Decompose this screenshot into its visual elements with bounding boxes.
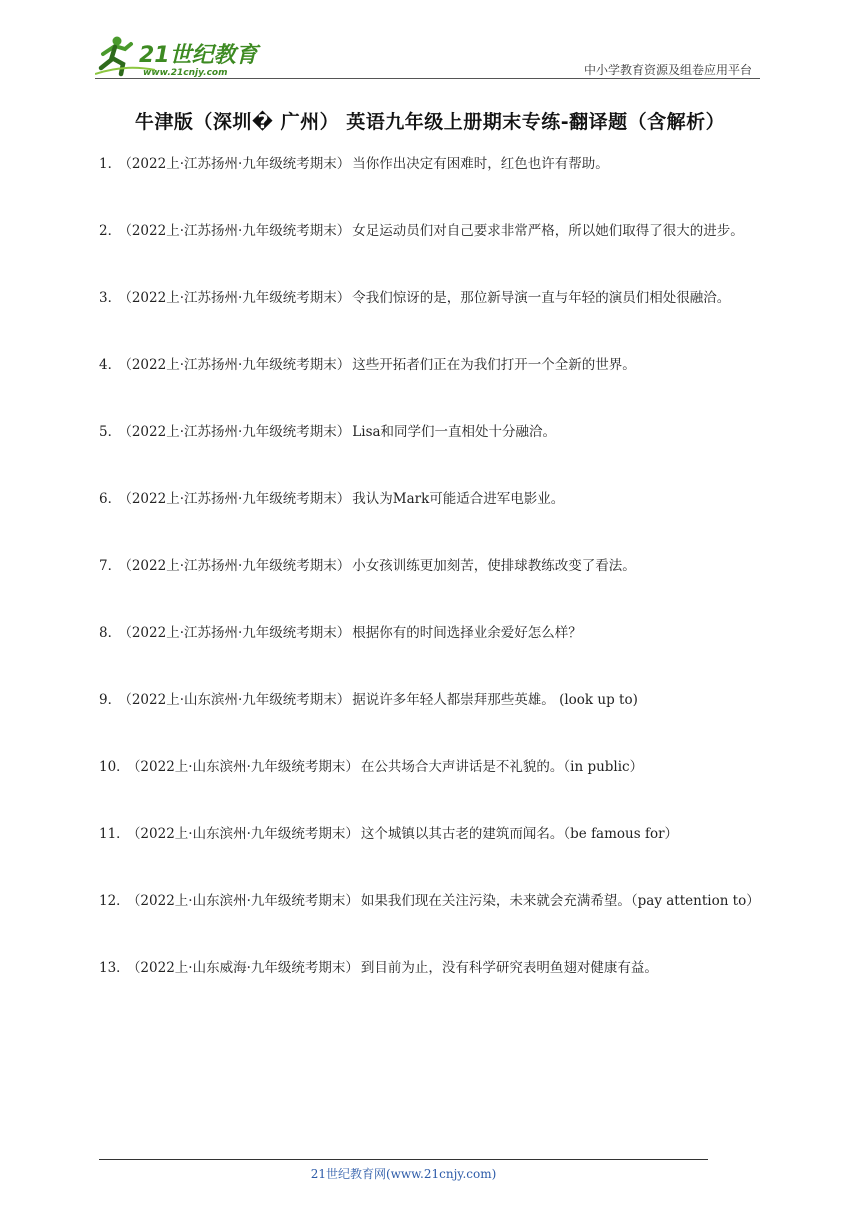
footer-divider [99,1159,708,1160]
question-text: 令我们惊讶的是，那位新导演一直与年轻的演员们相处很融洽。 [352,290,731,306]
question-source: （2022上·江苏扬州·九年级统考期末） [125,491,351,507]
question-text: 这些开拓者们正在为我们打开一个全新的世界。 [352,357,636,373]
question-text: 这个城镇以其古老的建筑而闻名。（be famous for） [360,826,679,842]
question-number: 4． [99,357,122,373]
question-number: 9． [99,692,122,708]
question-source: （2022上·山东滨州·九年级统考期末） [133,893,359,909]
question-number: 13． [99,960,130,976]
question-source: （2022上·山东威海·九年级统考期末） [133,960,359,976]
header-tagline: 中小学教育资源及组卷应用平台 [583,63,752,77]
question-source: （2022上·江苏扬州·九年级统考期末） [125,223,351,239]
question-text: 当你作出决定有困难时，红色也许有帮助。 [352,156,609,172]
question-number: 3． [99,290,122,306]
question-item [99,483,764,516]
question-text: 到目前为止，没有科学研究表明鱼翅对健康有益。 [360,960,658,976]
question-text: 根据你有的时间选择业余爱好怎么样？ [352,625,582,641]
question-source: （2022上·江苏扬州·九年级统考期末） [125,156,351,172]
question-source: （2022上·江苏扬州·九年级统考期末） [125,424,351,440]
question-number: 6． [99,491,122,507]
question-text: 在公共场合大声讲话是不礼貌的。（in public） [360,759,644,775]
question-number: 8． [99,625,122,641]
question-item [99,550,764,583]
logo-text: 21世纪教育 [139,43,258,68]
question-item [99,885,764,918]
question-item [99,215,764,248]
question-number: 1． [99,156,122,172]
question-source: （2022上·山东滨州·九年级统考期末） [125,692,351,708]
question-item [99,148,764,181]
question-number: 11． [99,826,130,842]
question-item [99,349,764,382]
question-text: 女足运动员们对自己要求非常严格，所以她们取得了很大的进步。 [352,223,744,239]
question-text: 据说许多年轻人都崇拜那些英雄。 (look up to) [352,692,638,708]
page-header [95,30,760,80]
question-number: 10． [99,759,130,775]
question-source: （2022上·江苏扬州·九年级统考期末） [125,625,351,641]
question-item [99,617,764,650]
question-list [99,148,764,1019]
question-item [99,818,764,851]
question-item [99,416,764,449]
question-number: 2． [99,223,122,239]
question-item [99,684,764,717]
question-text: Lisa和同学们一直相处十分融洽。 [352,424,557,440]
question-item [99,952,764,985]
question-source: （2022上·江苏扬州·九年级统考期末） [125,290,351,306]
question-source: （2022上·山东滨州·九年级统考期末） [133,759,359,775]
logo-21cnjy [95,34,265,78]
question-source: （2022上·江苏扬州·九年级统考期末） [125,558,351,574]
question-item [99,751,764,784]
question-item [99,282,764,315]
question-number: 7． [99,558,122,574]
question-number: 12． [99,893,130,909]
page-title: 牛津版（深圳� 广州） 英语九年级上册期末专练-翻译题（含解析） [134,111,726,133]
question-text: 如果我们现在关注污染，未来就会充满希望。（pay attention to） [360,893,760,909]
header-divider [95,78,760,79]
footer-text: 21世纪教育网(www.21cnjy.com) [310,1167,497,1181]
question-text: 我认为Mark可能适合进军电影业。 [352,491,565,507]
question-source: （2022上·山东滨州·九年级统考期末） [133,826,359,842]
question-text: 小女孩训练更加刻苦，使排球教练改变了看法。 [352,558,636,574]
question-number: 5． [99,424,122,440]
logo-url: www.21cnjy.com [143,68,228,78]
question-source: （2022上·江苏扬州·九年级统考期末） [125,357,351,373]
